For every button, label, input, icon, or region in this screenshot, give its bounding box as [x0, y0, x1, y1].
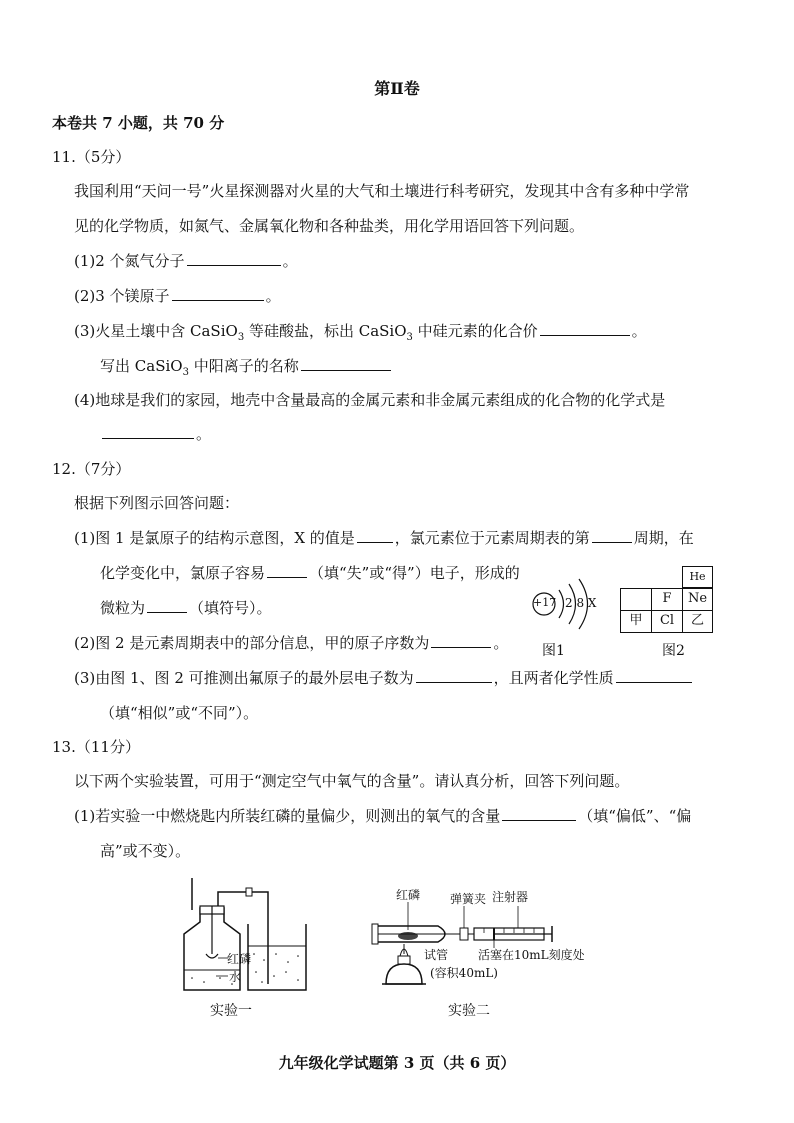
q12-stem: 根据下列图示回答问题：: [74, 494, 240, 512]
period-mark: 。: [282, 252, 298, 270]
q12-part1-text-c: 周期，在: [633, 529, 694, 547]
tube-clip: [246, 888, 252, 896]
q11-stem-2: 见的化学物质，如氮气、金属氧化物和各种盐类，用化学用语回答下列问题。: [74, 217, 585, 235]
answer-blank[interactable]: [172, 286, 264, 301]
figure-1-atom-diagram: [528, 578, 618, 659]
period-mark: 。: [265, 287, 281, 305]
experiment-2-caption: 实验二: [448, 1003, 490, 1019]
answer-blank[interactable]: [147, 598, 187, 613]
q12-part1-line3: [100, 598, 272, 618]
q12-part1: [74, 528, 694, 548]
answer-blank[interactable]: [540, 321, 630, 336]
alcohol-lamp: [386, 964, 422, 984]
spring-clip: [460, 928, 468, 940]
exp2-label-clip: 弹簧夹: [450, 892, 487, 906]
pt-cell-he: He: [682, 566, 713, 588]
q12-part1-text-b: ，氯元素位于元素周期表的第: [394, 529, 590, 547]
q11-part3-text-e: 中阳离子的名称: [188, 357, 299, 375]
q12-number: 12.（7分）: [52, 460, 131, 478]
q11-part3: [74, 321, 647, 348]
q11-number: 11.（5分）: [52, 148, 131, 166]
exp2-label-syringe: 注射器: [492, 890, 529, 904]
q13-part1-text-b: （填“偏低”、“偏: [578, 807, 692, 825]
page-footer: 九年级化学试题第 3 页（共 6 页）: [278, 1054, 516, 1072]
spoon-bowl: [206, 954, 218, 958]
q13-number: 13.（11分）: [52, 738, 140, 756]
q11-part4-line2: [100, 424, 211, 444]
q13-part1-text-a: (1)若实验一中燃烧匙内所装红磷的量偏少，则测出的氧气的含量: [74, 807, 501, 825]
q12-part3-text-b: ，且两者化学性质: [493, 669, 614, 687]
period-mark: 。: [631, 322, 647, 340]
pt-cell-yi: 乙: [682, 610, 713, 633]
experiment-2-apparatus: [368, 880, 608, 1022]
q11-part1: [74, 251, 298, 271]
answer-blank[interactable]: [301, 356, 391, 371]
q12-part1-text-a: (1)图 1 是氯原子的结构示意图，X 的值是: [74, 529, 355, 547]
q11-part1-text: (1)2 个氮气分子: [74, 252, 185, 270]
exp2-label-phosphorus: 红磷: [396, 888, 421, 902]
exp2-label-piston: 活塞在10mL刻度处: [478, 948, 585, 962]
q11-part2: [74, 286, 281, 306]
lamp-wick-holder: [398, 956, 410, 964]
q12-part1-line2: [100, 563, 520, 583]
exp1-label-phosphorus: 红磷: [227, 952, 252, 966]
q13-part1: [74, 806, 691, 826]
answer-blank[interactable]: [187, 251, 281, 266]
answer-blank[interactable]: [357, 528, 393, 543]
section-intro: 本卷共 7 小题，共 70 分: [52, 114, 225, 132]
q12-part3: [74, 668, 694, 688]
exp2-label-tube: 试管: [424, 948, 449, 962]
atom-structure-svg: [528, 578, 618, 648]
q11-part3-text-a: (3)火星土壤中含 CaSiO: [74, 322, 238, 340]
figure-2-caption: 图2: [662, 643, 685, 659]
answer-blank[interactable]: [592, 528, 632, 543]
q11-part3-text-c: 中硅元素的化合价: [412, 322, 538, 340]
red-phosphorus: [398, 932, 418, 940]
answer-blank[interactable]: [431, 633, 491, 648]
figure-2-periodic-table: [620, 566, 714, 658]
q12-part1-text-d: 化学变化中，氯原子容易: [100, 564, 266, 582]
q11-part2-text: (2)3 个镁原子: [74, 287, 170, 305]
experiment-1-apparatus: [170, 872, 320, 1022]
q11-part4: (4)地球是我们的家园，地壳中含量最高的金属元素和非金属元素组成的化合物的化学式是: [74, 391, 666, 409]
q13-stem: 以下两个实验装置，可用于“测定空气中氧气的含量”。请认真分析，回答下列问题。: [74, 772, 630, 790]
answer-blank[interactable]: [267, 563, 307, 578]
subscript: 3: [237, 332, 245, 343]
period-mark: 。: [196, 425, 212, 443]
connecting-tube: [218, 892, 268, 916]
answer-blank[interactable]: [616, 668, 692, 683]
q11-stem-1: 我国利用“天问一号”火星探测器对火星的大气和土壤进行科考研究，发现其中含有多种中学常: [74, 182, 690, 200]
q11-part3-line2: [100, 356, 393, 383]
nucleus-charge: +17: [533, 596, 557, 609]
q13-part1-line2: 高”或不变）。: [100, 842, 191, 860]
pt-cell-jia: 甲: [620, 610, 652, 633]
subscript: 3: [406, 332, 413, 343]
experiment-1-caption: 实验一: [210, 1003, 252, 1019]
pt-cell-f: F: [651, 588, 683, 611]
subscript: 3: [182, 367, 189, 378]
figure-1-caption: 图1: [542, 643, 565, 659]
answer-blank[interactable]: [102, 424, 194, 439]
shell-electrons: 2 8 X: [565, 596, 597, 610]
q12-part1-text-e: （填“失”或“得”）电子，形成的: [309, 564, 520, 582]
shell-arc-1: [559, 590, 564, 618]
section-title: 第Ⅱ卷: [374, 79, 420, 98]
answer-blank[interactable]: [502, 806, 576, 821]
q12-part2-text: (2)图 2 是元素周期表中的部分信息，甲的原子序数为: [74, 634, 430, 652]
exp1-label-water: 水: [229, 970, 242, 984]
q12-part2: [74, 633, 508, 653]
answer-blank[interactable]: [416, 668, 492, 683]
pt-cell-ne: Ne: [682, 588, 713, 611]
q12-part1-text-g: （填符号）。: [189, 599, 272, 617]
q12-part3-text-a: (3)由图 1、图 2 可推测出氟原子的最外层电子数为: [74, 669, 414, 687]
period-mark: 。: [493, 634, 509, 652]
tube-stopper: [372, 924, 378, 944]
q11-part3-text-b: 等硅酸盐，标出 CaSiO: [244, 322, 407, 340]
pt-cell-empty: [620, 588, 652, 611]
exp2-label-volume: (容积40mL): [430, 966, 498, 980]
q12-part1-text-f: 微粒为: [100, 599, 146, 617]
pt-cell-cl: Cl: [651, 610, 683, 633]
q11-part3-text-d: 写出 CaSiO: [100, 357, 183, 375]
q12-part3-line2: （填“相似”或“不同”）。: [100, 704, 259, 722]
